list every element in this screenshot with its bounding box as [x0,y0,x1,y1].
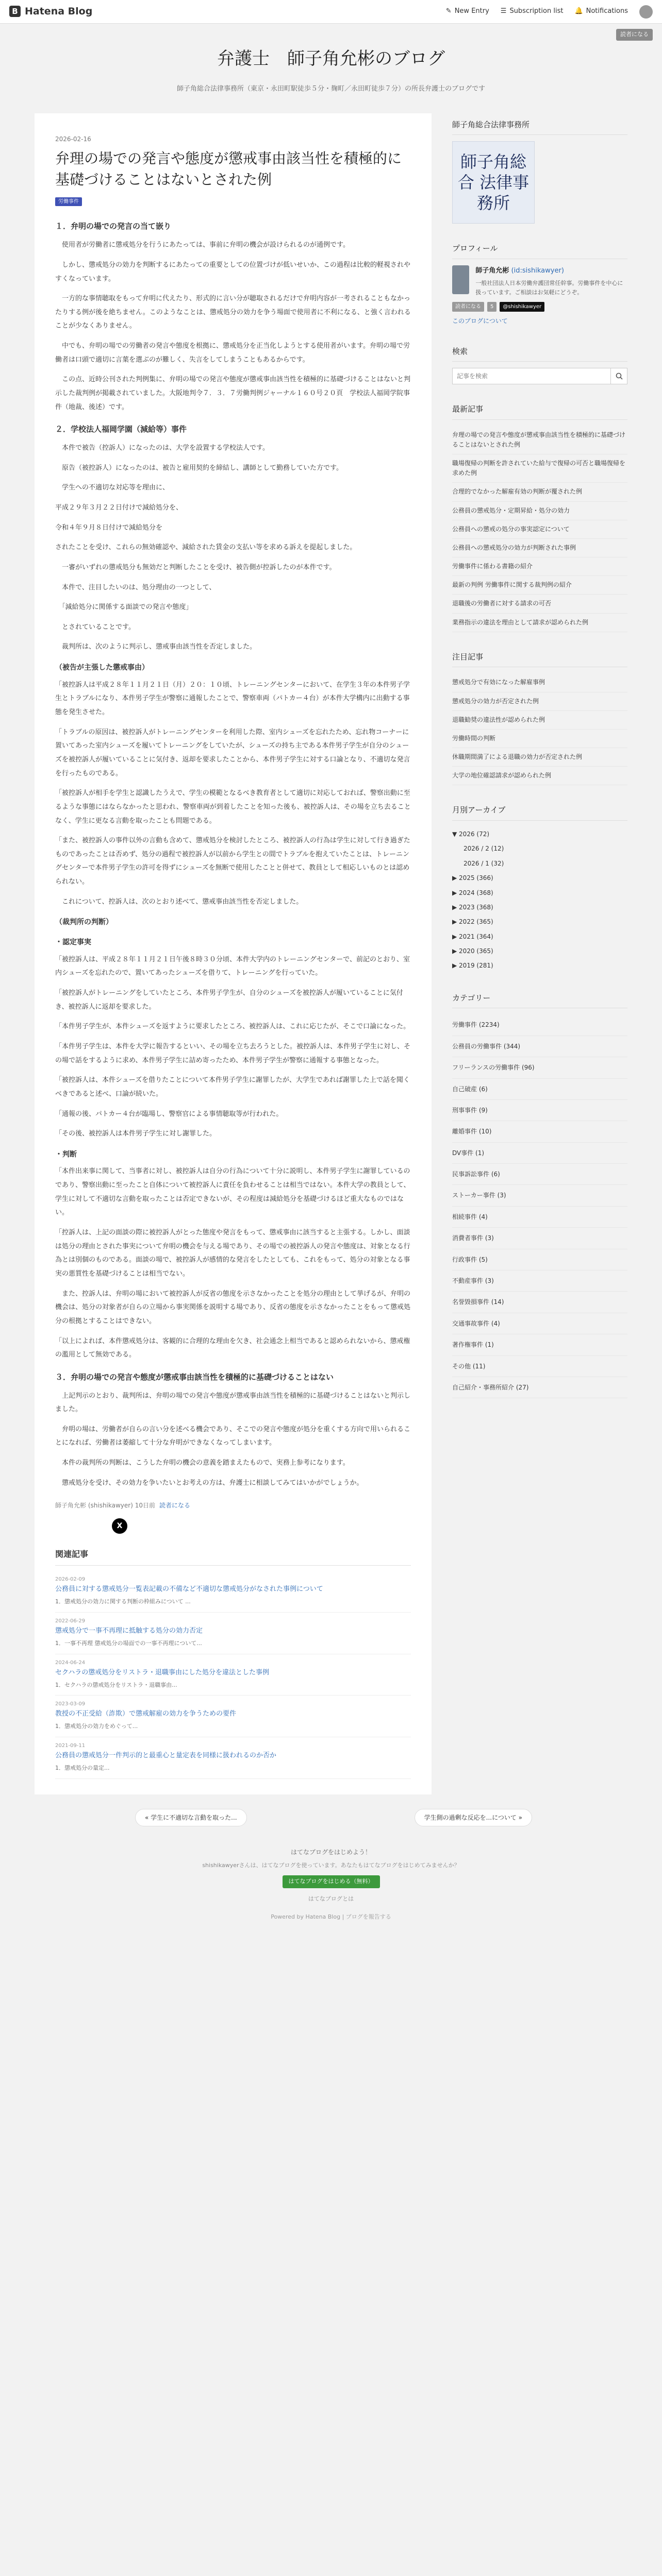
paragraph: 「トラブルの原因は、被控訴人がトレーニングセンターを利用した際、室内シューズを忘れたため、忘れ物コーナーに置いてあった室内シューズを履いてトレーニングをしていたが、シューズの持ち主である本件男子学生が自分のシューズを被控訴人が履いていることに気付き、返却を要求したことから、本件男子学生に対する口論となり、不適切な発言を行ったものである。 [55,728,410,777]
archive-link[interactable]: ▶ 2019 (281) [452,962,493,970]
notifications-link[interactable]: 🔔 Notifications [574,6,628,17]
related-snippet: 1．懲戒処分の量定... [55,1765,110,1772]
search-icon[interactable] [610,368,627,384]
related-date: 2021-09-11 [55,1743,86,1749]
section-heading: ・認定事実 [55,938,91,947]
profile-photo[interactable] [452,265,469,294]
category-link[interactable]: 名誉毀損事件 (14) [452,1292,627,1313]
search-input[interactable] [453,368,610,384]
related-snippet: 1．セクハラの懲戒処分をリストラ・退職事由... [55,1681,177,1688]
related-snippet: 1．懲戒処分の効力に関する判断の枠組みについて ... [55,1598,191,1605]
article-body [55,218,411,1490]
paragraph: しかし、懲戒処分の効力を判断するにあたっての重要としての位置づけが低いせいか、この過程は比較的軽視されやすくなっています。 [55,261,411,283]
paragraph: 原告（被控訴人）になったのは、被告と雇用契約を締結し、講師として勤務していた方です。 [55,464,343,472]
article-date[interactable]: 2026-02-16 [55,135,91,143]
author-line: 師子角允彬 (shishikawyer) 10日前 読者になる [55,1502,190,1510]
paragraph: また、控訴人は、弁明の場において被控訴人が反省の態度を示さなかったことを処分の理由として挙げるが、弁明の機会は、処分の対象者が自らの立場から事実関係を説明する場であり、反省の態度を示さなかったことをもって懲戒処分の根拠とすることはできない。 [55,1290,411,1325]
related-date: 2026-02-09 [55,1576,86,1582]
global-bar [0,0,662,24]
recent-article-link[interactable]: 労働事件に係わる書籍の紹介 [452,557,627,576]
paragraph: 中でも、弁明の場での労働者の発言や態度を根拠に、懲戒処分を正当化しようとする使用者がいます。弁明の場で労働者は口頭で適切に言葉を選ぶのが難しく、失言をしてしまうこともあるからです。 [55,342,410,364]
notice-heading: 注目記事 [452,646,627,668]
paragraph: 学生への不適切な対応等を理由に、 [55,484,170,492]
category-link[interactable]: DV事件 (1) [452,1143,627,1164]
paragraph: 本件で被告（控訴人）になったのは、大学を設置する学校法人です。 [55,444,269,452]
list-icon: ☰ [500,7,507,15]
paragraph: 本件の裁判所の判断は、こうした弁明の機会の意義を踏まえたもので、実務上参考になります。 [55,1459,350,1467]
blog-header [0,24,662,107]
office-logo[interactable]: 師子角総合 法律事務所 [452,141,535,224]
paragraph: 使用者が労働者に懲戒処分を行うにあたっては、事前に弁明の機会が設けられるのが通例です。 [55,241,350,249]
hatena-logo[interactable]: B Hatena Blog [9,3,92,20]
category-link[interactable]: ストーカー事件 (3) [452,1185,627,1206]
recent-article-link[interactable]: 職場復帰の判断を許されていた給与で復帰の可否と職場復帰を求めた例 [452,454,627,483]
category-heading: カテゴリー [452,987,627,1009]
prev-article-link[interactable]: « 学生に不適切な言動を取った... [135,1809,247,1826]
paragraph: 平成２９年３月２２日付けで減給処分を、 [55,503,183,512]
paragraph: 弁明の場は、労働者が自らの言い分を述べる機会であり、そこでの発言や態度が処分を重くする方向で用いられることになれば、労働者は萎縮して十分な弁明ができなくなってしまいます。 [55,1425,411,1447]
about-hatena-link[interactable]: はてなブログとは [308,1895,354,1903]
paragraph: 一審がいずれの懲戒処分も無効だと判断したことを受け、被告側が控訴したのが本件です。 [55,563,336,571]
recent-article-link[interactable]: 公務員の懲戒処分・定期昇給・処分の効力 [452,502,627,520]
recent-article-link[interactable]: 弁理の場での発言や態度が懲戒事由該当性を積極的に基礎づけることはないとされた例 [452,426,627,454]
paragraph: されたことを受け、これらの無効確認や、減給された賃金の支払い等を求める訴えを提起しました。 [55,544,357,552]
paragraph: 「本件男子学生が、本件シューズを返すように要求したところ、被控訴人は、これに応じたが、そこで口論になった。 [55,1023,410,1031]
sidebar [452,113,627,1794]
notice-article-link[interactable]: 労働時間の判断 [452,730,627,748]
recent-article-link[interactable]: 退職後の労働者に対する請求の可否 [452,595,627,613]
about-link[interactable]: このブログについて [452,317,508,325]
article [35,113,432,1794]
pager [135,1809,532,1826]
archive-link[interactable]: ▶ 2020 (365) [452,947,493,955]
section-heading: （裁判所の判断） [55,918,113,927]
footer-desc: shishikawyerさんは、はてなブログを使っています。あなたもはてなブログをはじめてみませんか？ [202,1861,460,1869]
category-link[interactable]: 自己紹介・事務所紹介 (27) [452,1377,627,1398]
paragraph: 「被控訴人は、本件シューズを借りたことについて本件男子学生に謝罪したが、大学生であれば謝罪した上で話を聞くべきであると述べ、口論が続いた。 [55,1076,410,1098]
category-link[interactable]: 自己破産 (6) [452,1079,627,1100]
category-link[interactable]: 労働事件 (2234) [452,1014,627,1036]
recent-article-link[interactable]: 合理的でなかった解雇有効の判断が覆された例 [452,483,627,501]
archive-link[interactable]: ▶ 2023 (368) [452,903,493,911]
category-link[interactable]: 民事訴訟事件 (6) [452,1164,627,1185]
profile-heading: プロフィール [452,237,627,259]
start-blog-button[interactable]: はてなブログをはじめる（無料） [283,1875,380,1888]
recent-article-link[interactable]: 公務員への懲戒の処分の事実認定について [452,520,627,539]
category-link[interactable]: 公務員の労働事件 (344) [452,1036,627,1057]
related-item[interactable] [55,1737,411,1779]
archive-link[interactable]: ▶ 2025 (366) [452,874,493,882]
archive-heading: 月別アーカイブ [452,799,627,821]
hatena-icon: B [9,6,21,17]
paragraph: 「本件男子学生は、本件を大学に報告するといい、その場を立ち去ろうとした。被控訴人は、本件男子学生に対し、その場で話をするように求め、本件男子学生に詰め寄ったため、本件男子学生が警察に通報する事態となった。 [55,1042,411,1064]
notice-article-link[interactable]: 懲戒処分の効力が否定された例 [452,692,627,711]
blog-title[interactable]: 弁護士 師子角允彬のブログ [217,48,445,69]
search-heading: 検索 [452,340,627,362]
related-title[interactable]: 公務員の懲戒処分一件判示的と最重心と量定表を同様に扱われるのか否か [55,1752,277,1760]
archive-link[interactable]: ▶ 2024 (368) [452,889,493,896]
reader-link[interactable]: 読者になる [159,1502,190,1510]
related-title[interactable]: 教授の不正受給（詐欺）で懲戒解雇の効力を争うための要件 [55,1710,237,1718]
paragraph: 令和４年９月８日付けで減給処分を [55,523,163,532]
notice-article-link[interactable]: 大学の地位確認請求が認められた例 [452,767,627,785]
related-heading: 関連記事 [55,1547,411,1566]
blog-description: 師子角総合法律事務所（東京・永田町駅徒歩５分・麹町／永田町徒歩７分）の所長弁護士のブログです [176,84,485,93]
pencil-icon: ✎ [445,7,452,15]
recent-article-link[interactable]: 最新の判例 労働事件に関する裁判例の紹介 [452,576,627,595]
x-follow-button[interactable]: @shishikawyer [500,302,544,312]
paragraph: 「被控訴人は、平成２８年１１月２１日午後８時３０分頃、本件大学内のトレーニングセンターで、前記のとおり、室内シューズを忘れたので、置いてあったシューズを借りて、トレーニングを行っていた。 [55,955,410,977]
related-title[interactable]: セクハラの懲戒処分をリストラ・退職事由にした処分を違法とした事例 [55,1668,269,1676]
paragraph: 「被控訴人は平成２８年１１月２１日（月）２０：１０頃、トレーニングセンターにおいて、在学生３年の本件男子学生とトラブルになり、本件男子学生が警察に通報したことで、警察車両（パトカー４台）が本件大学構内に出動する事態を発生させた。 [55,681,410,717]
paragraph: 「被控訴人が相手を学生と認識したうえで、学生の模範となるべき教育者として適切に対応しておれば、警察出動に至るような事態にはならなかったと思われ、警察車両が到着したことを知った後も、被控訴人は、その場を立ち去ることなく、学生に更なる言動を取ったことも問題である。 [55,789,411,825]
profile-id[interactable]: (id:sishikawyer) [511,266,564,275]
paragraph: 本件で、注目したいのは、処分理由の一つとして、 [55,583,216,591]
related-title[interactable]: 公務員に対する懲戒処分一覧表記載の不備など不適切な懲戒処分がなされた事例について [55,1585,323,1593]
related-date: 2023-03-09 [55,1701,86,1707]
related-title[interactable]: 懲戒処分で一事不再理に抵触する処分の効力否定 [55,1626,203,1635]
recent-article-link[interactable]: 業務指示の違法を理由として請求が認められた例 [452,614,627,632]
x-share-icon[interactable]: X [112,1518,127,1534]
paragraph: この点、近時公刊された判例集に、弁明の場での発言や態度が懲戒事由該当性を積極的に基礎づけることはないと判示した裁判例が掲載されていました。大阪地判令７．３．７労働判例ジャーナル１６０号２０頁 学校法人福岡学院事件（地裁、後述）です。 [55,376,411,411]
footer-promo: はてなブログをはじめよう！ [290,1849,371,1856]
related-item[interactable] [55,1696,411,1737]
profile-description: 一般社団法人日本労働弁護団常任幹事。労働事件を中心に扱っています。ご相談はお気軽にどうぞ。 [475,279,623,296]
related-item[interactable] [55,1654,411,1696]
subscribe-button[interactable]: 読者になる [616,29,653,41]
next-article-link[interactable]: 学生側の過剰な反応を...について » [415,1809,532,1826]
related-snippet: 1．懲戒処分の効力をめぐって... [55,1723,138,1730]
office-heading: 師子角総合法律事務所 [452,113,627,135]
section-heading: ３．弁明の場での発言や態度が懲戒事由該当性を積極的に基礎づけることはない [55,1372,334,1382]
follow-count: 5 [487,302,496,312]
category-link[interactable]: 著作権事件 (1) [452,1334,627,1355]
bell-icon: 🔔 [574,7,583,15]
paragraph: 「控訴人は、上記の面談の際に被控訴人がとった態度や発言をもって、懲戒事由に該当すると主張する。しかし、面談は処分の理由とされた事実について弁明の機会を与える場であり、その場での被控訴人の発言や態度は、対象となる行為とは別個のものである。面談の場で、被控訴人が感情的な発言をしたとしても、これをもって、処分の対象となる事実の悪質性を基礎づけることは相当でない。 [55,1229,410,1278]
related-articles [55,1547,411,1779]
paragraph: 「本件出来事に関して、当事者に対し、被控訴人は自分の行為について十分に説明し、本件男子学生に謝罪しているのであり、警察出動に至ったこと自体について被控訴人に責任を負わせることは相当ではない。本件大学の教員として、学生に対して不適切な言動を取ったことは否定できないが、その程度は減給処分を基礎づけるほど重大なものではない。 [55,1167,410,1217]
paragraph: 「通報の後、パトカー４台が臨場し、警察官による事情聴取等が行われた。 [55,1110,283,1118]
archive-link[interactable]: ▼ 2026 (72) [452,830,490,838]
related-item[interactable] [55,1613,411,1654]
category-link[interactable]: 消費者事件 (3) [452,1228,627,1249]
category-link[interactable]: 相続事件 (4) [452,1207,627,1228]
new-entry-link[interactable]: ✎ New Entry [446,6,489,17]
category-link[interactable]: 刑事事件 (9) [452,1100,627,1121]
related-date: 2024-06-24 [55,1659,86,1666]
category-label[interactable]: 労働事件 [55,197,82,206]
category-link[interactable]: 交通事故事件 (4) [452,1313,627,1334]
recent-heading: 最新記事 [452,398,627,420]
footer [0,1847,662,1932]
category-link[interactable]: その他 (11) [452,1356,627,1377]
notice-article-link[interactable]: 懲戒処分で有効になった解雇事例 [452,673,627,692]
category-link[interactable]: 不動産事件 (3) [452,1270,627,1292]
powered-by[interactable]: Powered by Hatena Blog | ブログを報告する [271,1913,391,1920]
related-item[interactable] [55,1571,411,1613]
paragraph: 「また、被控訴人の事件以外の言動も含めて、懲戒処分を検討したところ、被控訴人の行為は学生に対して行き過ぎたものであったことは否めず、処分の過程で被控訴人が以前から学生との間でトラブルを抱えていたことは、トレーニングセンターで本件男子学生の許可を得ずにシューズを無断で使用したことと併せて、教員として相応しいものとは認められない。 [55,837,410,886]
paragraph: 一方的な事情聴取をもって弁明に代えたり、形式的に言い分が聴取されるだけで弁明内容が一考されることもなかったりする例が後を絶ちません。このようなことは、懲戒処分の効力を争う場面で使用者に不利になる、と強く言われることが少なくありません。 [55,295,411,330]
paragraph: 「被控訴人がトレーニングをしていたところ、本件男子学生が、自分のシューズを被控訴人が履いていることに気付き、被控訴人に返却を要求した。 [55,989,403,1011]
paragraph: 懲戒処分を受け、その効力を争いたいとお考えの方は、弁護士に相談してみてはいかがでしょうか。 [55,1479,363,1487]
section-heading: ２．学校法人福岡学園（減給等）事件 [55,425,187,434]
related-date: 2022-06-29 [55,1618,86,1624]
paragraph: 「以上によれば、本件懲戒処分は、客観的に合理的な理由を欠き、社会通念上相当であると認められないから、懲戒権の濫用として無効である。 [55,1337,410,1359]
follow-button[interactable]: 読者になる [452,302,484,312]
related-snippet: 1．一事不再理 懲戒処分の場面での一事不再理について... [55,1639,202,1647]
notice-article-link[interactable]: 退職勧奨の違法性が認められた例 [452,711,627,730]
paragraph: 裁判所は、次のように判示し、懲戒事由該当性を否定しました。 [55,643,257,651]
category-link[interactable]: 離婚事件 (10) [452,1121,627,1142]
category-link[interactable]: 行政事件 (5) [452,1249,627,1270]
paragraph: とされていることです。 [55,623,135,631]
profile-name[interactable]: 師子角允彬 [475,266,509,275]
recent-article-link[interactable]: 公務員への懲戒処分の効力が判断された事例 [452,539,627,557]
article-title[interactable]: 弁理の場での発言や態度が懲戒事由該当性を積極的に基礎づけることはないとされた例 [55,150,402,188]
paragraph: 「減給処分に関係する面談での発言や態度」 [55,603,193,612]
archive-link[interactable]: ▶ 2022 (365) [452,918,493,926]
notice-article-link[interactable]: 休職期間満了による退職の効力が否定された例 [452,748,627,767]
archive-link[interactable]: ▶ 2021 (364) [452,933,493,940]
paragraph: これについて、控訴人は、次のとおり述べて、懲戒事由該当性を否定しました。 [55,897,303,906]
section-heading: ・判断 [55,1150,77,1159]
archive-link[interactable]: 2026 / 2 (12) [464,845,504,853]
paragraph: 上記判示のとおり、裁判所は、弁明の場での発言や態度が懲戒事由該当性を積極的に基礎づけることはないと判示しました。 [55,1392,411,1414]
archive-link[interactable]: 2026 / 1 (32) [464,859,504,867]
subscription-link[interactable]: ☰ Subscription list [501,6,564,17]
section-heading: １．弁明の場での発言の当て嵌り [55,222,172,231]
section-heading: （被告が主張した懲戒事由） [55,664,149,672]
user-avatar[interactable] [639,5,653,19]
paragraph: 「その後、被控訴人は本件男子学生に対し謝罪した。 [55,1130,217,1138]
category-link[interactable]: フリーランスの労働事件 (96) [452,1057,627,1078]
